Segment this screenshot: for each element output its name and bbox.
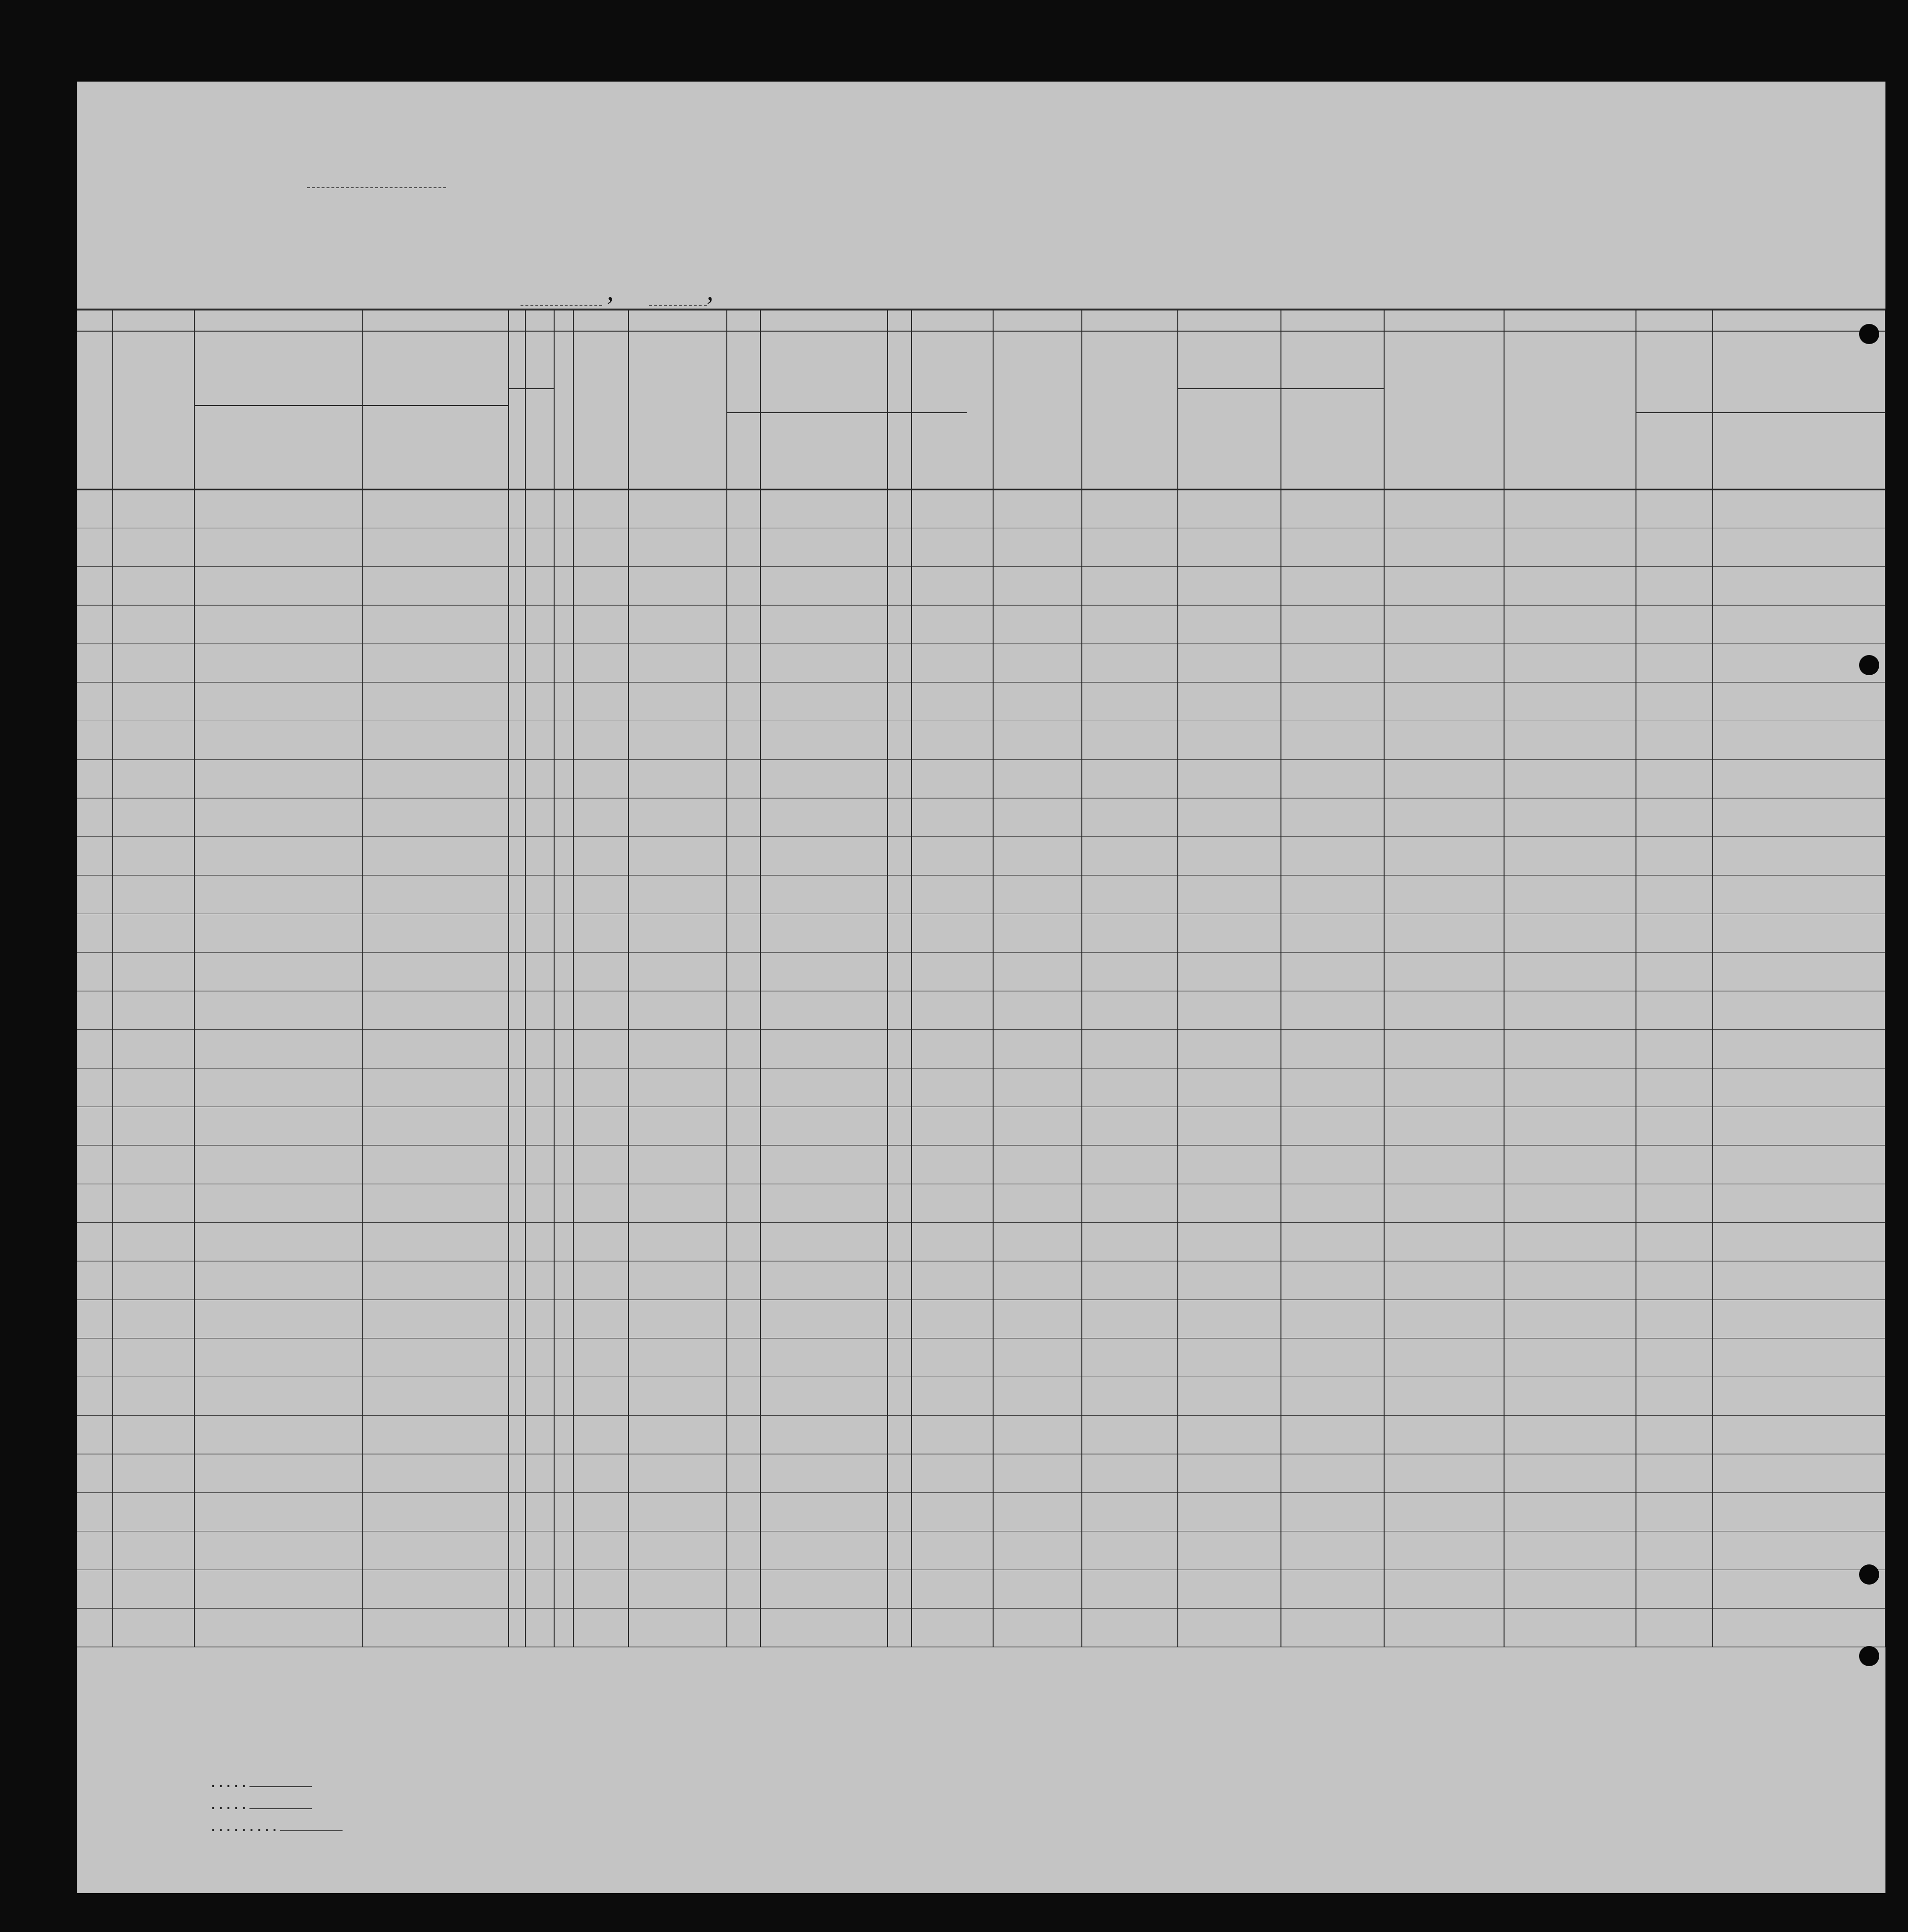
totals-block: [211, 1778, 343, 1844]
footnotes: [926, 1780, 1156, 1793]
us-citizens-label: . . . . .: [211, 1800, 343, 1822]
punch-hole: [1859, 1646, 1879, 1666]
table-grid: [77, 82, 1885, 1893]
column-numbers-row: [77, 310, 1885, 331]
punch-hole: [1859, 324, 1879, 344]
punch-hole: [1859, 1564, 1879, 1585]
manifest-sheet: [77, 82, 1885, 1893]
total-passengers-label: . . . . .: [211, 1778, 343, 1800]
punch-hole: [1859, 655, 1879, 675]
aliens-label: . . . . . . . . .: [211, 1822, 343, 1844]
footnote-races: [926, 1780, 1156, 1793]
ship-line: , ,: [485, 276, 723, 307]
